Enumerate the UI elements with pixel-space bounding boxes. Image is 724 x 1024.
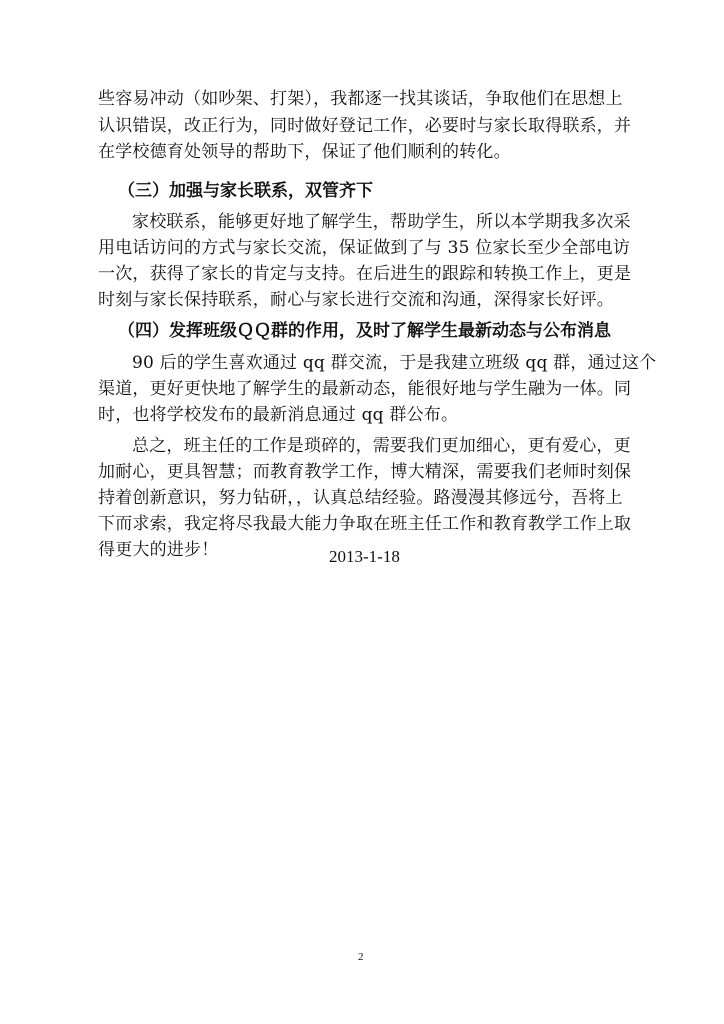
page-number: 2 <box>358 951 364 963</box>
section-four-line: 90 后的学生喜欢通过 qq 群交流，于是我建立班级 qq 群，通过这个 <box>132 353 657 373</box>
paragraph-line: 些容易冲动（如吵架、打架），我都逐一找其谈话，争取他们在思想上 <box>98 89 623 109</box>
section-three-line: 时刻与家长保持联系，耐心与家长进行交流和沟通，深得家长好评。 <box>98 290 614 310</box>
conclusion-line: 下而求索，我定将尽我最大能力争取在班主任工作和教育教学工作上取 <box>98 514 632 534</box>
conclusion-line: 总之，班主任的工作是琐碎的，需要我们更加细心，更有爱心，更 <box>132 436 631 456</box>
section-three-line: 家校联系，能够更好地了解学生，帮助学生，所以本学期我多次采 <box>132 212 631 232</box>
section-four-line: 渠道，更好更快地了解学生的最新动态，能很好地与学生融为一体。同 <box>98 379 632 399</box>
section-three-heading: （三）加强与家长联系，双管齐下 <box>118 181 373 201</box>
section-three-line: 用电话访问的方式与家长交流，保证做到了与 35 位家长至少全部电访 <box>98 238 631 258</box>
section-three-line: 一次，获得了家长的肯定与支持。在后进生的跟踪和转换工作上，更是 <box>98 264 632 284</box>
conclusion-line: 得更大的进步！ <box>98 540 219 560</box>
section-four-heading: （四）发挥班级ＱＱ群的作用，及时了解学生最新动态与公布消息 <box>118 321 611 341</box>
paragraph-line: 认识错误，改正行为，同时做好登记工作，必要时与家长取得联系，并 <box>98 116 632 136</box>
conclusion-line: 加耐心，更具智慧；而教育教学工作，博大精深，需要我们老师时刻保 <box>98 462 632 482</box>
paragraph-line: 在学校德育处领导的帮助下，保证了他们顺利的转化。 <box>98 142 511 162</box>
conclusion-line: 持着创新意识，努力钻研，，认真总结经验。路漫漫其修远兮，吾将上 <box>98 488 623 508</box>
document-date: 2013-1-18 <box>329 547 400 566</box>
section-four-line: 时，也将学校发布的最新消息通过 qq 群公布。 <box>98 405 459 425</box>
